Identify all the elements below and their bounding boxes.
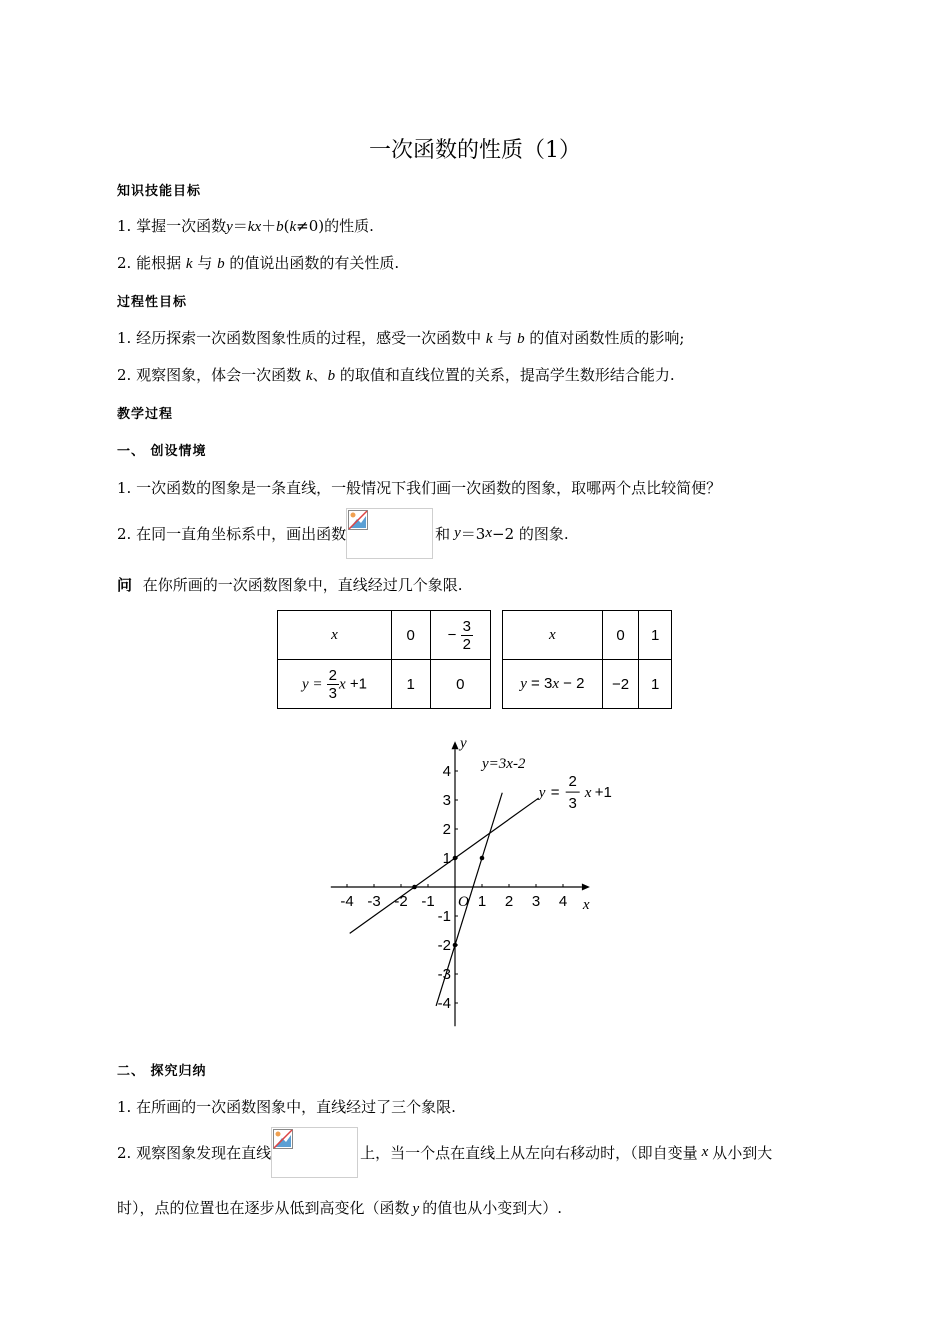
- neg-sign: −: [447, 625, 457, 643]
- text: −2 的图象.: [492, 524, 569, 543]
- denominator: 3: [328, 684, 337, 702]
- origin-label: O: [458, 894, 469, 910]
- ask-line: [117, 574, 463, 595]
- var-kx: kx: [247, 219, 262, 235]
- x-tick-label: -1: [421, 893, 435, 910]
- y-tick-label: 3: [442, 792, 451, 809]
- data-point: [453, 943, 458, 948]
- text: = 3: [526, 675, 553, 692]
- section-scenario-heading: 一、 创设情境: [117, 444, 207, 459]
- numerator: 3: [462, 617, 471, 635]
- data-point: [480, 856, 485, 861]
- explore-item-1: 1. 在所画的一次函数图象中，直线经过了三个象限.: [117, 1098, 456, 1116]
- broken-image-icon: [271, 1127, 358, 1178]
- y-tick-label: -4: [437, 995, 451, 1012]
- fraction: [327, 667, 339, 702]
- page-title: 一次函数的性质（1）: [369, 138, 581, 163]
- y-axis-arrow: [452, 741, 459, 749]
- section-teaching-heading: 教学过程: [117, 407, 174, 422]
- x-label: x: [548, 627, 556, 643]
- function-graph: [320, 735, 630, 1035]
- text: 的取值和直线位置的关系，提高学生数形结合能力.: [339, 366, 675, 384]
- data-point: [453, 856, 458, 861]
- numerator: 2: [328, 666, 337, 684]
- ask-text: 在你所画的一次函数图象中，直线经过几个象限.: [142, 576, 463, 594]
- process-item-2: [117, 364, 675, 385]
- text: 的性质.: [324, 217, 374, 235]
- var-x: x: [338, 675, 346, 692]
- var-y: y: [520, 676, 527, 692]
- x-tick-label: -4: [340, 893, 354, 910]
- denominator: 2: [462, 635, 471, 653]
- var-b: b: [276, 219, 284, 235]
- var-x: x: [485, 524, 492, 541]
- table-cell: −2: [602, 660, 639, 709]
- y-tick-label: -3: [437, 966, 451, 983]
- x-tick-label: 4: [558, 893, 568, 910]
- y-tick-label: -2: [437, 937, 451, 954]
- value-table-1: [277, 610, 491, 709]
- text: 从小到大: [712, 1143, 773, 1162]
- text: ≠0): [296, 217, 325, 235]
- x-tick-label: 3: [531, 893, 541, 910]
- broken-image-icon: [346, 508, 433, 559]
- knowledge-item-2: [117, 252, 399, 273]
- table-row: [278, 611, 491, 660]
- text: 与: [497, 329, 513, 347]
- knowledge-item-1: [117, 215, 374, 236]
- text: 的值也从小变到大）.: [422, 1199, 562, 1217]
- series-label-2-post: +1: [594, 784, 612, 802]
- var-b: b: [327, 368, 336, 384]
- x-tick-label: 1: [477, 893, 487, 910]
- var-k: k: [305, 368, 313, 384]
- y-tick-label: -1: [437, 908, 451, 925]
- var-b: b: [217, 256, 225, 272]
- scenario-question-2: [117, 508, 569, 558]
- table-row: [503, 611, 672, 660]
- table-cell: [503, 611, 603, 660]
- text: 的值对函数性质的影响;: [529, 329, 685, 347]
- x-label: x: [331, 627, 338, 643]
- y-label: y =: [301, 675, 323, 692]
- text: 上，当一个点在直线上从左向右移动时，（即自变量: [360, 1143, 698, 1162]
- table-cell: [430, 611, 490, 660]
- y-tick-label: 4: [442, 763, 451, 780]
- table-row: [278, 660, 491, 709]
- text: ＝3: [460, 524, 486, 543]
- var-k: k: [289, 219, 297, 235]
- table-cell: [503, 660, 603, 709]
- x-tick-label: -3: [367, 893, 381, 910]
- text: 和: [435, 524, 451, 543]
- y-tick-label: 1: [442, 850, 451, 867]
- var-y: y: [226, 219, 233, 235]
- var-y: y: [454, 524, 461, 541]
- table-cell: [278, 611, 392, 660]
- table-cell: [278, 660, 392, 709]
- text: 时），点的位置也在逐步从低到高变化（函数: [117, 1199, 410, 1217]
- text: 2. 在同一直角坐标系中，画出函数: [117, 524, 347, 543]
- text: +1: [345, 674, 367, 692]
- text: − 2: [559, 675, 585, 692]
- text: 1. 经历探索一次函数图象性质的过程，感受一次函数中: [117, 329, 482, 347]
- series-label-2-y: y: [538, 785, 546, 802]
- table-cell: 0: [430, 660, 490, 709]
- scenario-question-1: 1. 一次函数的图象是一条直线，一般情况下我们画一次函数的图象，取哪两个点比较简便？: [117, 479, 722, 497]
- var-x: x: [552, 676, 559, 692]
- x-tick-label: -2: [394, 893, 408, 910]
- table-cell: 1: [639, 611, 672, 660]
- y-axis-label: y: [460, 735, 467, 752]
- x-axis-label: x: [582, 897, 590, 913]
- text: 与: [197, 254, 213, 272]
- x-tick-label: 2: [504, 893, 514, 910]
- var-k: k: [185, 256, 193, 272]
- text: 2. 观察图象，体会一次函数: [117, 366, 302, 384]
- y-tick-label: 2: [442, 821, 451, 838]
- series-label-2-eq: =: [550, 784, 560, 802]
- text: ＋: [261, 217, 277, 235]
- series-label-1: y=3x-2: [482, 756, 526, 773]
- ask-label: 问: [117, 576, 133, 594]
- fraction: [461, 618, 473, 653]
- section-knowledge-heading: 知识技能目标: [117, 184, 202, 199]
- text: 2. 观察图象发现在直线: [117, 1143, 272, 1162]
- table-cell: 1: [639, 660, 672, 709]
- section-process-heading: 过程性目标: [117, 295, 188, 310]
- series-label-2-num: 2: [568, 773, 577, 791]
- var-b: b: [517, 331, 525, 347]
- explore-item-2: [117, 1127, 772, 1177]
- data-point: [412, 885, 417, 890]
- text: 、: [312, 366, 328, 384]
- process-item-1: [117, 327, 684, 348]
- x-axis-arrow: [582, 884, 590, 891]
- table-cell: 0: [602, 611, 639, 660]
- value-table-2: [502, 610, 672, 709]
- series-label-2-den: 3: [568, 795, 577, 813]
- text: 2. 能根据: [117, 254, 182, 272]
- text: (: [283, 217, 290, 235]
- text: 1. 掌握一次函数: [117, 217, 227, 235]
- table-cell: 1: [391, 660, 430, 709]
- table-cell: 0: [391, 611, 430, 660]
- explore-item-3: [117, 1197, 562, 1218]
- var-k: k: [485, 331, 493, 347]
- section-explore-heading: 二、 探究归纳: [117, 1064, 207, 1079]
- series-label-2-x: x: [584, 785, 592, 802]
- text: 的值说出函数的有关性质.: [229, 254, 400, 272]
- var-y: y: [412, 1201, 420, 1217]
- table-row: [503, 660, 672, 709]
- text: ＝: [232, 217, 248, 235]
- var-x: x: [701, 1143, 709, 1160]
